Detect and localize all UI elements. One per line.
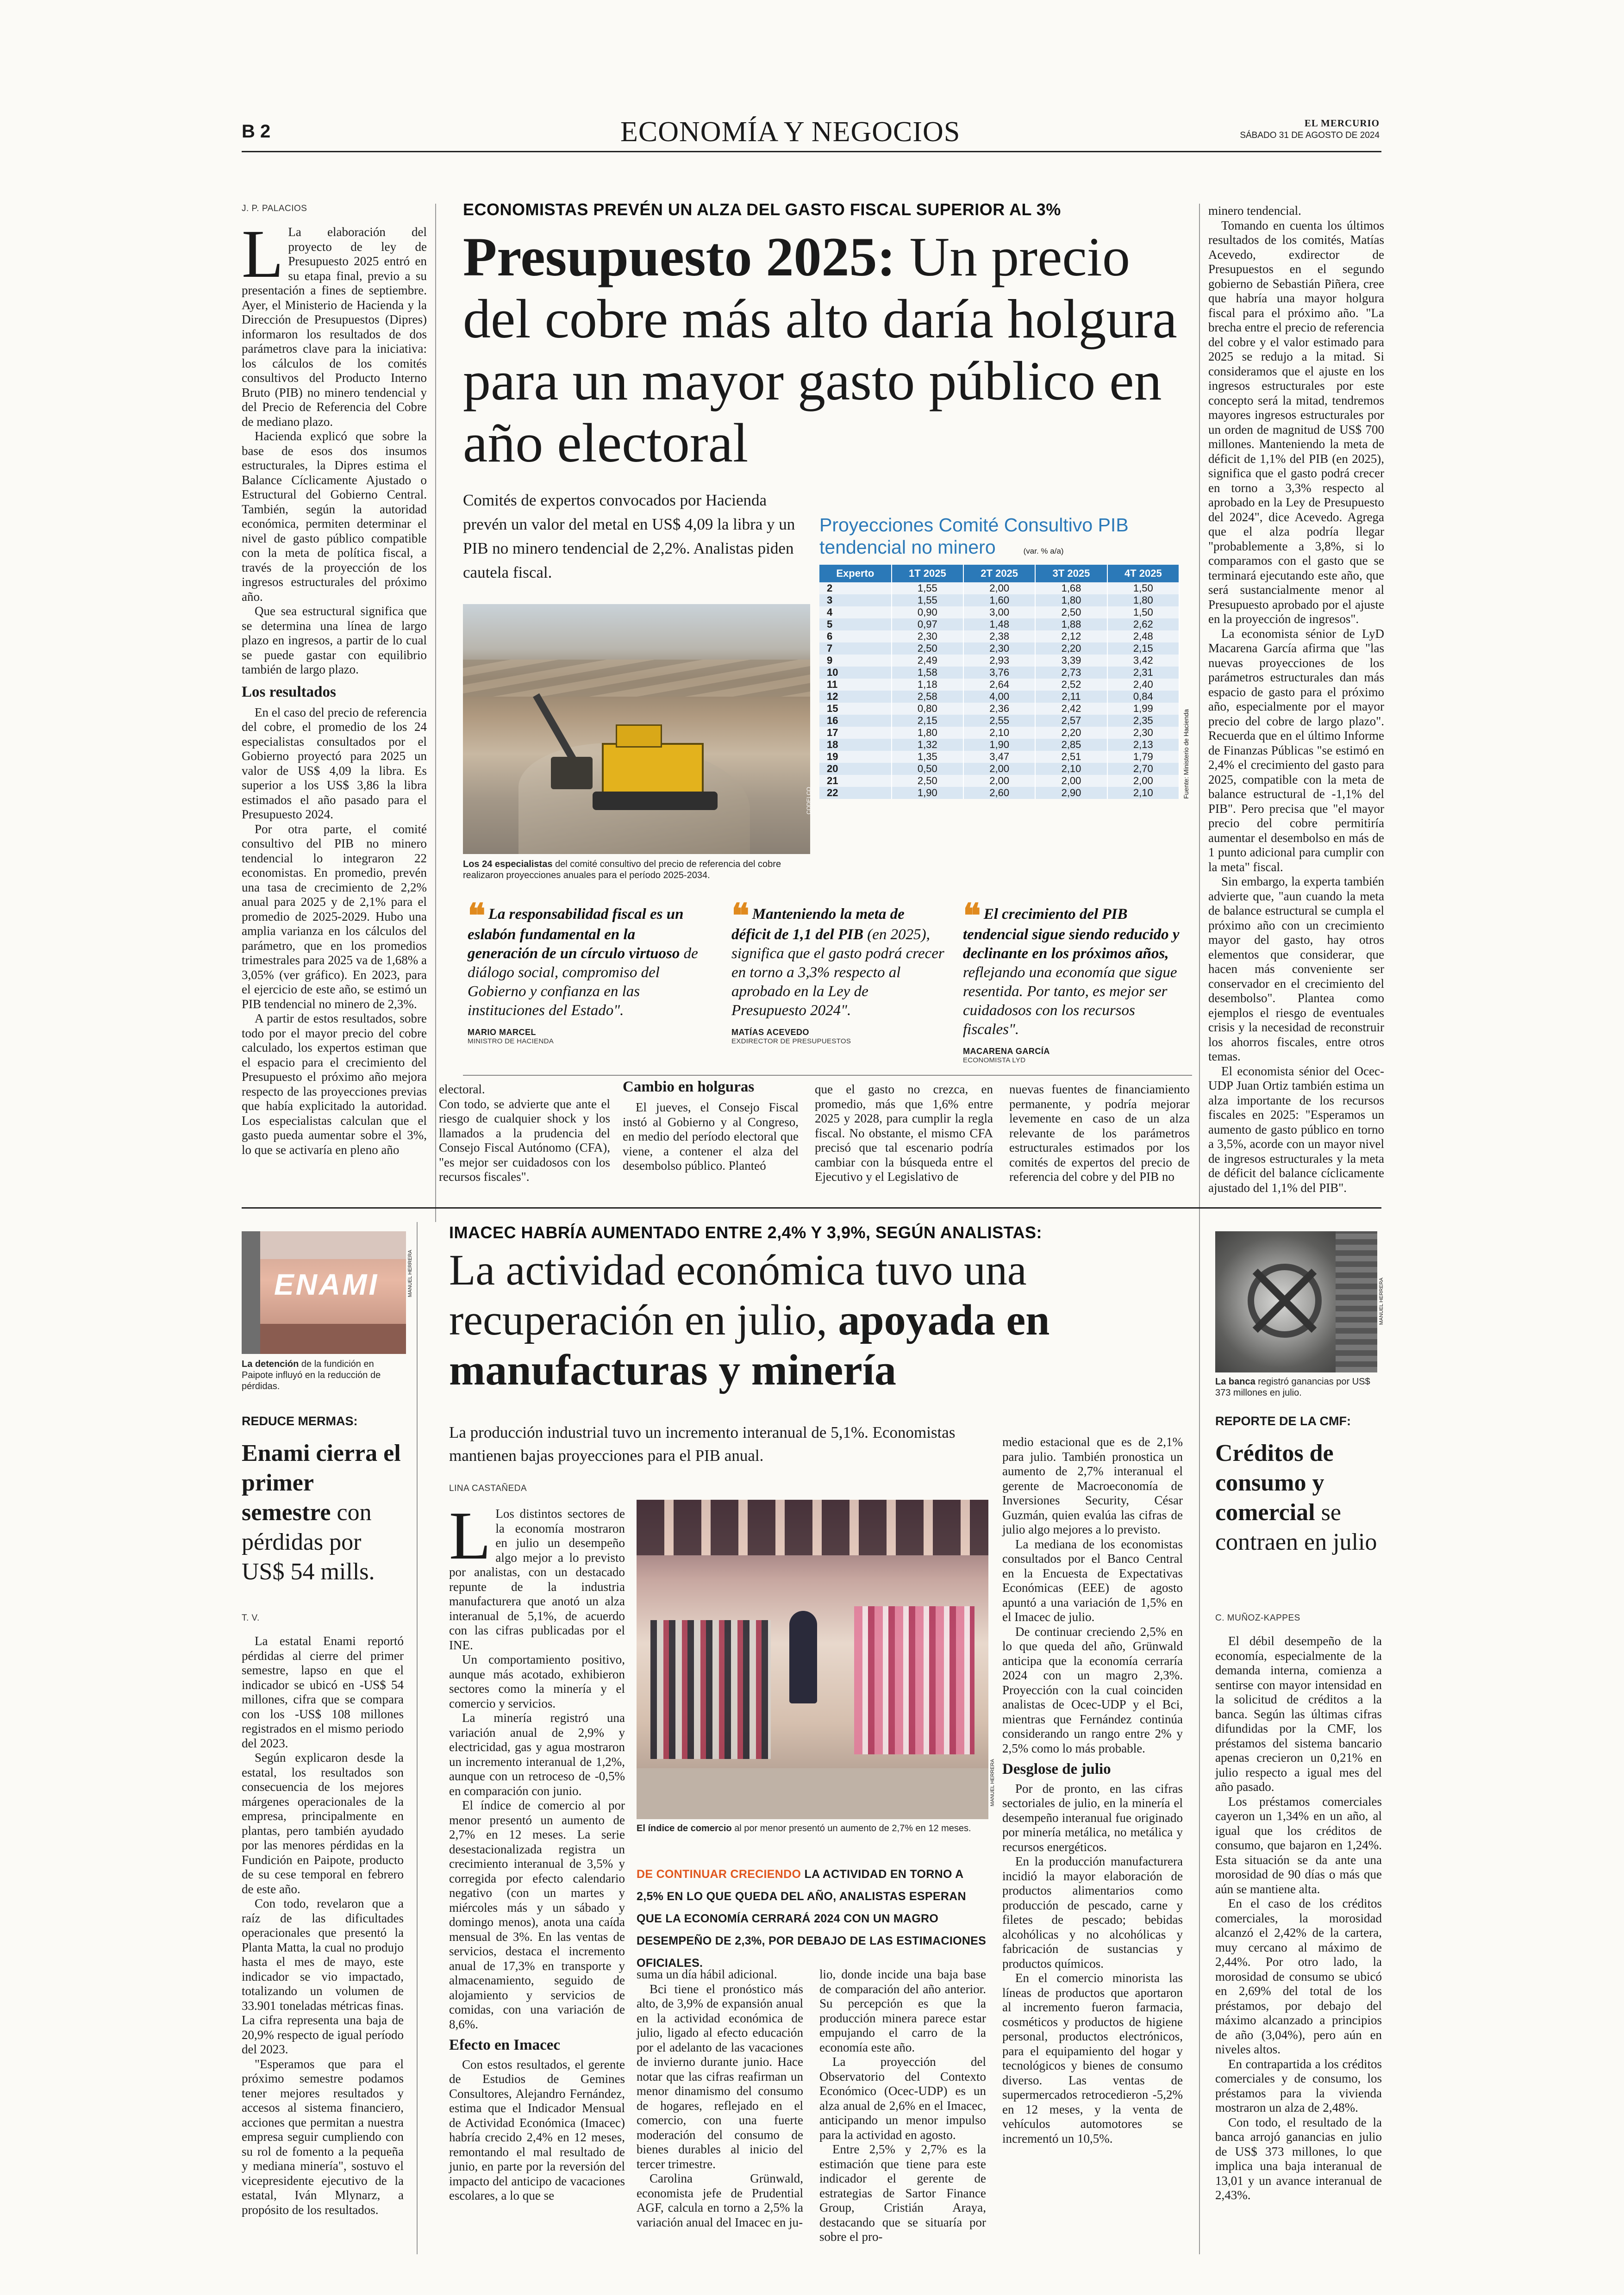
value-cell: 1,60 — [963, 594, 1035, 606]
story1-headline — [463, 226, 1194, 474]
value-cell: 2,10 — [1107, 787, 1179, 799]
story1-paragraph: L La elaboración del proyecto de ley de Presupuesto 2025 entró en su etapa final, previo a su presentación a fines de septiembre. Ayer, el Ministerio de Hacienda y la Dirección de Presupuestos (Dipres) informaron los resultados de dos parámetros clave para la iniciativa: los cálculos de los comités consultivos del Producto Interno Bruto (PIB) no minero tendencial y del Precio de Referencia del Cobre de mediano plazo. — [242, 216, 427, 429]
value-cell: 2,73 — [1035, 667, 1107, 679]
table-header: 3T 2025 — [1035, 565, 1107, 582]
story3-byline: T. V. — [242, 1613, 260, 1623]
story4-photo-credit: MANUEL HERRERA — [1379, 1278, 1384, 1325]
value-cell: 3,39 — [1035, 655, 1107, 667]
story1-bottom-col1: electoral. Con todo, se advierte que ante el riesgo de cualquier shock y los llamados a la prudencia del Consejo Fiscal Autónomo (CFA), "es mejor ser cuidadosos con los recursos fiscales". — [439, 1082, 610, 1184]
story4-photo-caption: La banca registró ganancias por US$ 373 millones en julio. — [1215, 1377, 1370, 1398]
value-cell: 1,90 — [892, 787, 963, 799]
value-cell: 1,32 — [892, 739, 963, 751]
table-header: 4T 2025 — [1107, 565, 1179, 582]
table-row — [819, 582, 1179, 594]
quote-role: ECONOMISTA LYD — [963, 1056, 1026, 1064]
story2-subhead-desglose: Desglose de julio — [1002, 1761, 1111, 1777]
story4-headline: Créditos de consumo y comercial se contraen en julio — [1215, 1440, 1377, 1555]
pib-table-box — [819, 514, 1190, 799]
story3-headline: Enami cierra el primer semestre con pérdidas por US$ 54 mills. — [242, 1440, 401, 1585]
value-cell: 2,70 — [1107, 763, 1179, 775]
value-cell: 1,18 — [892, 679, 963, 691]
column-rule — [435, 204, 436, 1222]
value-cell: 1,80 — [892, 727, 963, 739]
pib-table-body — [819, 582, 1179, 799]
quote-role: EXDIRECTOR DE PRESUPUESTOS — [731, 1037, 851, 1045]
story2-col2: suma un día hábil adicional. Bci tiene el pronóstico más alto, de 3,9% de expansión anual en la actividad económica de julio, ligado al efecto educación por el adelanto de las vacaciones de invierno durante junio. Hace notar que las cifras reafirman un menor dinamismo del consumo de hogares, reflejado en el comercio, con una fuerte moderación del consumo de bienes durables al inicio del tercer trimestre. Carolina Grünwald, economista jefe de Prudential AGF, calcula en torno a 2,5% la variación anual del Imacec en ju- — [637, 1967, 803, 2229]
value-cell: 2,93 — [963, 655, 1035, 667]
table-row — [819, 715, 1179, 727]
value-cell: 3,42 — [1107, 655, 1179, 667]
value-cell: 2,00 — [963, 763, 1035, 775]
story1-paragraph: En el caso del precio de referencia del cobre, el promedio de los 24 especialistas consultados por el Gobierno proyectó para 2025 un valor de US$ 4,09 la libra. Es superior a los US$ 3,86 la libra estimados el año pasado para el Presupuesto 2024. — [242, 705, 427, 821]
story2-photo-credit: MANUEL HERRERA — [990, 1759, 995, 1807]
dropcap: L — [449, 1498, 491, 1574]
value-cell: 3,76 — [963, 667, 1035, 679]
value-cell: 0,50 — [892, 763, 963, 775]
expert-id-cell: 6 — [819, 630, 892, 642]
enami-logo: ENAMI — [274, 1268, 379, 1301]
value-cell: 3,47 — [963, 751, 1035, 763]
value-cell: 2,00 — [1107, 775, 1179, 787]
quote-text: ❝ Manteniendo la meta de déficit de 1,1 del PIB (en 2025), significa que el gasto podrá crecer en torno a 3,3% respecto al aprobado en la Ley de Presupuesto 2024". — [731, 898, 944, 1019]
expert-id-cell: 18 — [819, 739, 892, 751]
table-row — [819, 775, 1179, 787]
story2-col1: L Los distintos sectores de la economía mostraron en julio un desempeño algo mejor a lo previsto por analistas, con un destacado repunte de la industria manufacturera que anotó un alza interanual de 5,1%, de acuerdo con las cifras publicadas por el INE. Un comportamiento positivo, aunque más acotado, exhibieron sectores como la minería y el comercio y servicios. La minería registró una variación anual de 2,9% y electricidad, gas y agua mostraron un incremento interanual de 1,2%, aunque con un retroceso de -0,5% en comparación con junio. El índice de comercio al por menor presentó un aumento de 2,7% en 12 meses. La serie desestacionalizada registra un crecimiento interanual de 3,5% y corregida por efecto calendario negativo (con un martes y miércoles más y un sábado y domingo menos), anota una caída mensual de 3%. En las ventas de servicios, destaca el incremento anual de 17,3% en transporte y almacenamiento, seguido de alojamiento y servicios de comidas, con una variación de 8,6%. Efecto en Imacec Con estos resultados, el gerente de Estudios de Gemines Consultores, Alejandro Fernández, estima que el Indicador Mensual de Actividad Económica (Imacec) habría crecido 2,4% en 12 meses, remontando el mal resultado de junio, en parte por la reversión del impacto del anticipo de vacaciones escolares, a lo que se — [449, 1498, 625, 2202]
story3-body: La estatal Enami reportó pérdidas al cierre del primer semestre, lapso en que el indicador se ubicó en -US$ 54 millones, cifra que se compara con los -US$ 108 millones registrados en el mismo periodo del 2023. Según explicaron desde la estatal, los resultados son consecuencia de los mejores márgenes operacionales de la empresa, principalmente en plantas, pero también ayudado por las menores pérdidas en la Fundición en Paipote, producto de su cese temporal en febrero de este año. Con todo, revelaron que a raíz de las dificultades operacionales que presentó la Planta Matta, la cual no produjo hasta el mes de mayo, este indicador se vio impactado, totalizando un volumen de 33.901 toneladas métricas finas. La cifra representa una baja de 20,9% respecto de igual período del 2023. "Esperamos que para el próximo semestre podamos tener mejores resultados y accesos al sistema financiero, acciones que permitan a nuestra empresa seguir cumpliendo con su rol de fomento a la pequeña y mediana minería", sostuvo el vicepresidente ejecutivo de la estatal, Iván Mlynarz, a propósito de los resultados. — [242, 1634, 404, 2217]
expert-id-cell: 7 — [819, 642, 892, 655]
story1-paragraph: Por otra parte, el comité consultivo del PIB no minero tendencial lo integraron 22 economistas. En promedio, prevén una tasa de crecimiento de 2,2% anual para 2025 y de 2,1% para el promedio de 2025-2029. Hubo una amplia varianza en los cálculos del parámetro, que en los promedios trimestrales para 2025 va de 1,68% a 3,05% (ver gráfico). En 2023, para el ejercicio de este año, se estimó un PIB tendencial no minero de 2,3%. — [242, 822, 427, 1011]
pib-table — [819, 565, 1180, 799]
table-row — [819, 751, 1179, 763]
value-cell: 1,99 — [1107, 703, 1179, 715]
story1-subhead-holguras: Cambio en holguras — [623, 1079, 755, 1095]
value-cell: 2,50 — [892, 775, 963, 787]
value-cell: 2,50 — [1035, 606, 1107, 618]
expert-id-cell: 21 — [819, 775, 892, 787]
value-cell: 3,00 — [963, 606, 1035, 618]
table-header: 2T 2025 — [963, 565, 1035, 582]
story1-deck: Comités de expertos convocados por Hacienda prevén un valor del metal en US$ 4,09 la libra y un PIB no minero tendencial de 2,2%. Analistas piden cautela fiscal. — [463, 491, 795, 581]
story1-photo-mine — [463, 604, 810, 854]
value-cell: 2,35 — [1107, 715, 1179, 727]
story1-subhead-resultados: Los resultados — [242, 683, 336, 700]
quote-mark-icon: ❝ — [468, 898, 486, 935]
value-cell: 1,68 — [1035, 582, 1107, 594]
story2-kicker: IMACEC HABRÍA AUMENTADO ENTRE 2,4% Y 3,9%, SEGÚN ANALISTAS: — [449, 1223, 1042, 1242]
value-cell: 4,00 — [963, 691, 1035, 703]
story3-kicker: REDUCE MERMAS: — [242, 1414, 358, 1428]
value-cell: 1,79 — [1107, 751, 1179, 763]
expert-id-cell: 2 — [819, 582, 892, 594]
value-cell: 2,40 — [1107, 679, 1179, 691]
quote-text: ❝ La responsabilidad fiscal es un eslabón fundamental en la generación de un círculo virtuoso de diálogo social, compromiso del Gobierno y confianza en las instituciones del Estado". — [468, 898, 698, 1019]
table-row — [819, 642, 1179, 655]
value-cell: 2,00 — [963, 775, 1035, 787]
expert-id-cell: 22 — [819, 787, 892, 799]
value-cell: 2,00 — [963, 582, 1035, 594]
story1-photo-caption: Los 24 especialistas del comité consultivo del precio de referencia del cobre realizaron proyecciones anuales para el período 2025-2034. — [463, 859, 781, 880]
story2-byline: LINA CASTAÑEDA — [449, 1484, 527, 1493]
section-title: ECONOMÍA Y NEGOCIOS — [620, 116, 961, 148]
expert-id-cell: 15 — [819, 703, 892, 715]
value-cell: 2,50 — [892, 642, 963, 655]
story4-body: El débil desempeño de la economía, especialmente de la demanda interna, comienza a sentirse con mayor intensidad en la solicitud de créditos a la banca. Según las últimas cifras difundidas por la CMF, los préstamos del sistema bancario apenas crecieron un 0,21% en julio respecto a igual mes del año pasado. Los préstamos comerciales cayeron un 1,34% en un año, al igual que los créditos de consumo, que bajaron en 1,24%. Esta situación se da ante una morosidad de 90 días o más que aún se mantiene alta. En el caso de los créditos comerciales, la morosidad alcanzó el 2,42% de la cartera, muy cercano al máximo de 2,44%. Por otro lado, la morosidad de consumo se ubicó en 2,69% del total de los préstamos, por debajo del máximo alcanzado a principios de año (3,04%), pero aún en niveles altos. En contrapartida a los créditos comerciales y de consumo, los préstamos para la vivienda mostraron un alza de 2,48%. Con todo, el resultado de la banca arrojó ganancias en julio de US$ 373 millones, lo que implica una baja interanual de 13,01 y un avance interanual de 2,43%. — [1215, 1634, 1382, 2202]
table-row — [819, 703, 1179, 715]
story2-headline: La actividad económica tuvo una recuperación en julio, apoyada en manufacturas y minería — [449, 1246, 1050, 1394]
pullquote-highlight: DE CONTINUAR CRECIENDO — [637, 1868, 801, 1881]
story3-photo-enami — [242, 1231, 406, 1354]
pib-table-subtitle: tendencial no minero — [819, 536, 996, 558]
quote-author: MATÍAS ACEVEDO — [731, 1028, 810, 1037]
expert-id-cell: 19 — [819, 751, 892, 763]
expert-id-cell: 4 — [819, 606, 892, 618]
column-rule — [417, 1222, 418, 2254]
story4-photo-vault — [1215, 1231, 1377, 1372]
story1-paragraph: Que sea estructural significa que se determina una línea de largo plazo en ingresos, a partir de lo cual se puede gastar con equilibrio también de largo plazo. — [242, 604, 427, 676]
value-cell: 2,64 — [963, 679, 1035, 691]
quote-mark-icon: ❝ — [963, 898, 981, 935]
value-cell: 1,55 — [892, 594, 963, 606]
value-cell: 2,15 — [892, 715, 963, 727]
value-cell: 1,48 — [963, 618, 1035, 630]
table-row — [819, 727, 1179, 739]
quote-remainder: de diálogo social, compromiso del Gobierno y confianza en las instituciones del Estado". — [468, 945, 698, 1019]
pib-table-title: Proyecciones Comité Consultivo PIB — [819, 514, 1129, 536]
value-cell: 2,13 — [1107, 739, 1179, 751]
value-cell: 1,55 — [892, 582, 963, 594]
value-cell: 2,15 — [1107, 642, 1179, 655]
story3-photo-caption: La detención de la fundición en Paipote influyó en la reducción de pérdidas. — [242, 1359, 381, 1391]
value-cell: 0,84 — [1107, 691, 1179, 703]
pib-table-source: Fuente: Ministerio de Hacienda — [1182, 709, 1190, 799]
value-cell: 2,60 — [963, 787, 1035, 799]
value-cell: 2,20 — [1035, 727, 1107, 739]
story2-pullquote: DE CONTINUAR CRECIENDO LA ACTIVIDAD EN TORNO A 2,5% EN LO QUE QUEDA DEL AÑO, ANALISTAS ESPERAN QUE LA ECONOMÍA CERRARÁ 2024 CON UN MAGRO DESEMPEÑO DE 2,3%, POR DEBAJO DE LAS ESTIMACIONES OFICIALES. — [637, 1868, 987, 1970]
story1-byline: J. P. PALACIOS — [242, 204, 307, 213]
value-cell: 1,88 — [1035, 618, 1107, 630]
story1-bottom-col3: que el gasto no crezca, en promedio, más que 1,6% entre 2025 y 2028, para cumplir la regla fiscal. No obstante, el mismo CFA precisó que tal escenario podría cambiar con la búsqueda entre el Ejecutivo y el Legislativo de — [815, 1082, 993, 1184]
value-cell: 2,36 — [963, 703, 1035, 715]
quote-text: ❝ El crecimiento del PIB tendencial sigue siendo reducido y declinante en los próximos años, reflejando una economía que sigue resentida. Por tanto, es mejor ser cuidadosos con los recursos fiscales". — [963, 898, 1180, 1038]
table-header: 1T 2025 — [892, 565, 963, 582]
value-cell: 1,35 — [892, 751, 963, 763]
value-cell: 1,80 — [1107, 594, 1179, 606]
quote-acevedo — [731, 898, 944, 1045]
quote-role: MINISTRO DE HACIENDA — [468, 1037, 554, 1045]
value-cell: 2,38 — [963, 630, 1035, 642]
value-cell: 2,51 — [1035, 751, 1107, 763]
value-cell: 2,57 — [1035, 715, 1107, 727]
story-separator — [242, 1207, 1381, 1209]
expert-id-cell: 17 — [819, 727, 892, 739]
value-cell: 1,90 — [963, 739, 1035, 751]
quote-mark-icon: ❝ — [731, 898, 750, 935]
story2-col4: medio estacional que es de 2,1% para julio. También pronostica un aumento de 2,7% interanual el gerente de Macroeconomía de Inversiones Security, César Guzmán, quien evalúa las cifras de julio algo mejores a lo previsto. La mediana de los economistas consultados por el Banco Central en la Encuesta de Expectativas Económicas (EEE) de agosto apuntó a una variación de 1,5% en el Imacec de julio. De continuar creciendo 2,5% en lo que queda del año, Grünwald anticipa que la economía cerraría 2024 con un magro 2,3%. Proyección con la cual coinciden analistas de Ocec-UDP y el Bci, mientras que Fernández continúa considerando un rango entre 2% y 2,5% como lo más probable. Desglose de julio Por de pronto, en las cifras sectoriales de julio, en la minería el desempeño interanual fue originado por minería metálica, no metálica y recursos energéticos. En la producción manufacturera incidió la mayor elaboración de productos alimentarios como producción de pescado, carne y filetes de pescado; bebidas alcohólicas y no alcohólicas y fabricación de sustancias y productos químicos. En el comercio minorista las líneas de productos que aportaron al incremento fueron farmacia, cosméticos y productos de higiene personal, productos electrónicos, para el equipamiento del hogar y tecnológicos y bienes de consumo diverso. Las ventas de supermercados retrocedieron -5,2% en 12 meses, y la venta de vehículos automotores se incrementó un 10,5%. — [1002, 1435, 1183, 2145]
story1-headline-rest: Un precio del cobre más alto daría holgura para un mayor gasto público en año electoral — [463, 226, 1177, 474]
story1-bottom-col2: Cambio en holguras El jueves, el Consejo Fiscal instó al Gobierno y al Congreso, en medio del período electoral que viene, a contener el alza del desembolso público. Planteó — [623, 1079, 799, 1172]
value-cell: 2,42 — [1035, 703, 1107, 715]
value-cell: 1,50 — [1107, 606, 1179, 618]
value-cell: 2,49 — [892, 655, 963, 667]
value-cell: 2,10 — [1035, 763, 1107, 775]
story2-subhead-imacec: Efecto en Imacec — [449, 2037, 561, 2053]
quote-remainder: reflejando una economía que sigue resentida. Por tanto, es mejor ser cuidadosos con los recursos fiscales". — [963, 964, 1177, 1038]
expert-id-cell: 5 — [819, 618, 892, 630]
value-cell: 2,11 — [1035, 691, 1107, 703]
expert-id-cell: 3 — [819, 594, 892, 606]
value-cell: 1,58 — [892, 667, 963, 679]
value-cell: 2,20 — [1035, 642, 1107, 655]
value-cell: 0,80 — [892, 703, 963, 715]
table-row — [819, 618, 1179, 630]
story4-kicker: REPORTE DE LA CMF: — [1215, 1414, 1351, 1428]
value-cell: 0,97 — [892, 618, 963, 630]
table-row — [819, 667, 1179, 679]
expert-id-cell: 20 — [819, 763, 892, 775]
value-cell: 2,30 — [892, 630, 963, 642]
table-row — [819, 787, 1179, 799]
expert-id-cell: 16 — [819, 715, 892, 727]
story2-deck: La producción industrial tuvo un incremento interanual de 5,1%. Economistas mantienen bajas proyecciones para el PIB anual. — [449, 1423, 956, 1465]
quote-remainder: (en 2025), significa que el gasto podrá crecer en torno a 3,3% respecto al aprobado en la Ley de Presupuesto 2024". — [731, 926, 944, 1019]
column-rule — [1199, 1222, 1200, 2254]
expert-id-cell: 10 — [819, 667, 892, 679]
story2-photo-caption: El índice de comercio al por menor presentó un aumento de 2,7% en 12 meses. — [637, 1823, 971, 1834]
story1-left-column — [242, 204, 427, 1157]
story1-bottom-col4: nuevas fuentes de financiamiento permanente, y podría mejorar levemente en caso de un alza relevante de los parámetros estructurales estimados por los comités de expertos del precio de referencia del cobre y del PIB no — [1009, 1082, 1190, 1184]
value-cell: 2,62 — [1107, 618, 1179, 630]
story1-photo-credit: CODELCO — [806, 787, 812, 815]
value-cell: 2,31 — [1107, 667, 1179, 679]
value-cell: 2,90 — [1035, 787, 1107, 799]
table-row — [819, 739, 1179, 751]
quote-garcia — [963, 898, 1190, 1064]
quotes-rule — [463, 1075, 1192, 1076]
quote-author: MACARENA GARCÍA — [963, 1047, 1050, 1056]
table-row — [819, 594, 1179, 606]
value-cell: 2,12 — [1035, 630, 1107, 642]
quote-marcel — [468, 898, 704, 1045]
table-row — [819, 679, 1179, 691]
excavator-icon — [602, 743, 704, 794]
table-row — [819, 691, 1179, 703]
value-cell: 2,85 — [1035, 739, 1107, 751]
table-row — [819, 655, 1179, 667]
story1-paragraph: A partir de estos resultados, sobre todo por el mayor precio del cobre calculado, los expertos estiman que el espacio para el crecimiento del Presupuesto el próximo año mejora respecto de las proyecciones previas que había explicitado la autoridad. Los especialistas calculan que el gasto pueda aumentar sobre el 3%, lo que se activaría en pleno año — [242, 1011, 427, 1157]
page-number: B 2 — [242, 121, 271, 142]
expert-id-cell: 11 — [819, 679, 892, 691]
story1-kicker: ECONOMISTAS PREVÉN UN ALZA DEL GASTO FISCAL SUPERIOR AL 3% — [463, 200, 1061, 219]
story2-col3: lio, donde incide una baja base de comparación del año anterior. Su percepción es que la producción minera parece estar empujando el carro de la economía este año. La proyección del Observatorio del Contexto Económico (Ocec-UDP) es un alza anual de 2,6% en el Imacec, anticipando un menor impulso para la actividad en agosto. Entre 2,5% y 2,7% es la estimación que tiene para este indicador el gerente de estrategias de Sartor Finance Group, Cristián Araya, destacando que se situaría por sobre el pro- — [819, 1967, 986, 2244]
value-cell: 2,00 — [1035, 775, 1107, 787]
value-cell: 2,48 — [1107, 630, 1179, 642]
masthead-rule — [242, 151, 1381, 152]
story1-headline-bold: Presupuesto 2025: — [463, 226, 896, 287]
value-cell: 2,30 — [963, 642, 1035, 655]
story2-photo-store — [637, 1500, 988, 1819]
story1-right-column: minero tendencial. Tomando en cuenta los últimos resultados de los comités, Matías Acevedo, exdirector de Presupuestos en el segundo gobierno de Sebastián Piñera, cree que habría una mayor holgura fiscal para el próximo año. "La brecha entre el precio de referencia del cobre y el valor estimado para 2025 se redujo a la mitad. Si consideramos que el ajuste en los ingresos estructurales por este concepto será la mitad, tendremos mayores ingresos estructurales por un orden de magnitud de US$ 700 millones. Manteniendo la meta de déficit de 1,1% del PIB (en 2025), significa que el gasto podrá crecer en torno a 3,3% respecto al aprobado en la Ley de Presupuesto del 2024", dice Acevedo. Agrega que el alza podría llegar "probablemente a 3,8%, si lo comparamos con el gasto que se terminará ejecutando este año, que será sustancialmente menor al Presupuesto aprobado por el ajuste en la proyección de ingresos". La economista sénior de LyD Macarena García afirma que "las nuevas proyecciones de los parámetros estructurales dan más espacio de gasto para el próximo año, especialmente por el mayor precio del cobre de largo plazo". Recuerda que en el último Informe de Finanzas Públicas "se estimó en 2,4% el crecimiento del gasto para 2025, compatible con la meta de balance estructural de -1,1% del PIB". Pero precisa que "el mayor precio del cobre permitiría aumentar el desembolso en más de 1 punto adicional para cumplir con la meta" fiscal. Sin embargo, la experta también advierte que, "aun cuando la meta de balance estructural se cumpla el próximo año con un crecimiento mayor del gasto, hay otros elementos que considerar, que hacen más conveniente ser conservador en el crecimiento del desembolso". Plantea como ejemplos el riesgo de eventuales crisis y la necesidad de reconstruir los ahorros fiscales, entre otros temas. El economista sénior del Ocec-UDP Juan Ortiz también estima un alza importante de los recursos fiscales en 2025: "Esperamos un aumento de gasto público en torno a 3,5%, acorde con un mayor nivel de ingresos estructurales y la meta de déficit del balance cíclicamente ajustado del 1,1% del PIB". — [1208, 204, 1384, 1195]
quote-author: MARIO MARCEL — [468, 1028, 536, 1037]
story3-photo-credit: MANUEL HERRERA — [407, 1250, 413, 1297]
story1-paragraph: Hacienda explicó que sobre la base de esos dos insumos estructurales, la Dipres estima el Balance Cíclicamente Ajustado o Estructural del Gobierno Central. También, según la autoridad económica, permiten determinar el nivel de gasto público compatible con la meta de política fiscal, a través de la proyección de los ingresos estructurales del próximo año. — [242, 429, 427, 604]
value-cell: 2,58 — [892, 691, 963, 703]
expert-id-cell: 9 — [819, 655, 892, 667]
value-cell: 1,80 — [1035, 594, 1107, 606]
value-cell: 0,90 — [892, 606, 963, 618]
dropcap: L — [242, 216, 284, 292]
expert-id-cell: 12 — [819, 691, 892, 703]
table-row — [819, 763, 1179, 775]
paper-name: EL MERCURIO — [1304, 118, 1380, 129]
story1-body-b — [242, 705, 427, 1158]
table-row — [819, 606, 1179, 618]
value-cell: 2,30 — [1107, 727, 1179, 739]
pib-table-unit: (var. % a/a) — [1023, 547, 1064, 555]
table-header: Experto — [819, 565, 892, 582]
value-cell: 1,50 — [1107, 582, 1179, 594]
value-cell: 2,10 — [963, 727, 1035, 739]
story4-byline: C. MUÑOZ-KAPPES — [1215, 1613, 1300, 1623]
column-rule — [1199, 204, 1200, 1222]
value-cell: 2,55 — [963, 715, 1035, 727]
table-row — [819, 630, 1179, 642]
issue-date: SÁBADO 31 DE AGOSTO DE 2024 — [1240, 131, 1380, 140]
value-cell: 2,52 — [1035, 679, 1107, 691]
story1-body-a — [242, 216, 427, 677]
